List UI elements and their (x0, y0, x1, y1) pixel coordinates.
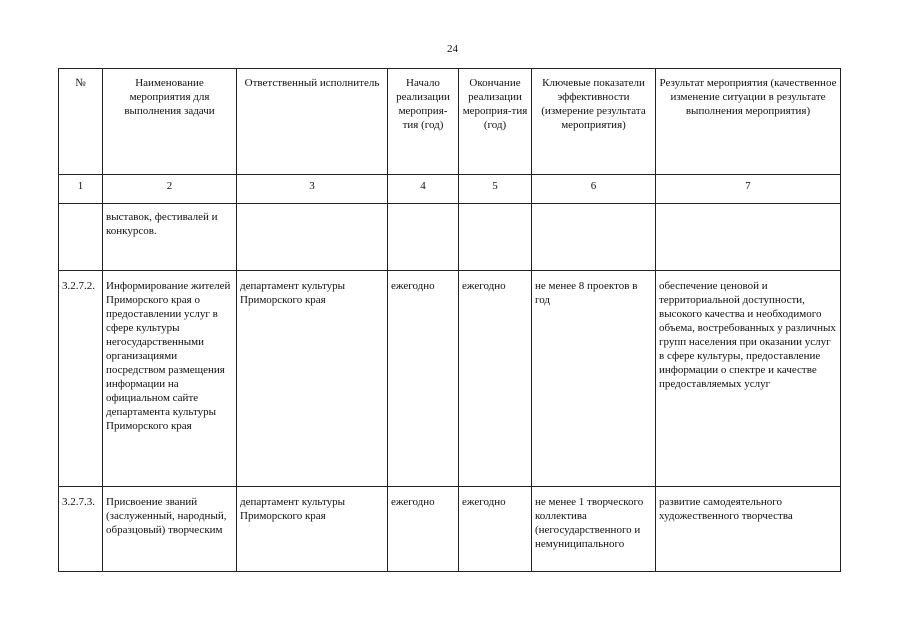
result: обеспечение ценовой и территориальной доступности, высокого качества и необходимого объема, востребованных у различных групп населения при оказании услуг в сфере культуры, предоставление информации о спектре и качестве предоставляемых услуг (656, 271, 841, 487)
executor: департамент культуры Приморского края (237, 487, 388, 572)
column-number: 4 (388, 175, 459, 204)
indicators (532, 204, 656, 271)
header-measure-name: Наименование мероприятия для выполнения задачи (103, 69, 237, 175)
table-header-row (59, 69, 841, 175)
header-executor: Ответственный исполнитель (237, 69, 388, 175)
column-number: 7 (656, 175, 841, 204)
measures-table (58, 68, 841, 572)
result: развитие самодеятельного художественного творчества (656, 487, 841, 572)
result (656, 204, 841, 271)
end-year: ежегодно (459, 487, 532, 572)
page-number: 24 (447, 43, 458, 55)
executor (237, 204, 388, 271)
header-result: Результат мероприятия (качественное изменение ситуации в результате выполнения мероприятия) (656, 69, 841, 175)
executor: департамент культуры Приморского края (237, 271, 388, 487)
indicators: не менее 8 проектов в год (532, 271, 656, 487)
table-row (59, 487, 841, 572)
row-number: 3.2.7.2. (59, 271, 103, 487)
header-start-year: Начало реализации мероприя-тия (год) (388, 69, 459, 175)
indicators: не менее 1 творческого коллектива (негосударственного и немуниципального (532, 487, 656, 572)
end-year: ежегодно (459, 271, 532, 487)
table-row (59, 271, 841, 487)
row-number (59, 204, 103, 271)
column-number-row (59, 175, 841, 204)
header-end-year: Окончание реализации мероприя-тия (год) (459, 69, 532, 175)
start-year: ежегодно (388, 487, 459, 572)
column-number: 2 (103, 175, 237, 204)
column-number: 3 (237, 175, 388, 204)
column-number: 1 (59, 175, 103, 204)
table-row (59, 204, 841, 271)
measure-name: Информирование жителей Приморского края о предоставлении услуг в сфере культуры негосударственными организациями посредством размещения информации на официальном сайте департамента культуры Приморского края (103, 271, 237, 487)
column-number: 6 (532, 175, 656, 204)
start-year: ежегодно (388, 271, 459, 487)
row-number: 3.2.7.3. (59, 487, 103, 572)
start-year (388, 204, 459, 271)
header-number: № (59, 69, 103, 175)
header-indicators: Ключевые показатели эффективности (измерение результата мероприятия) (532, 69, 656, 175)
measure-name: выставок, фестивалей и конкурсов. (103, 204, 237, 271)
column-number: 5 (459, 175, 532, 204)
measure-name: Присвоение званий (заслуженный, народный, образцовый) творческим (103, 487, 237, 572)
end-year (459, 204, 532, 271)
